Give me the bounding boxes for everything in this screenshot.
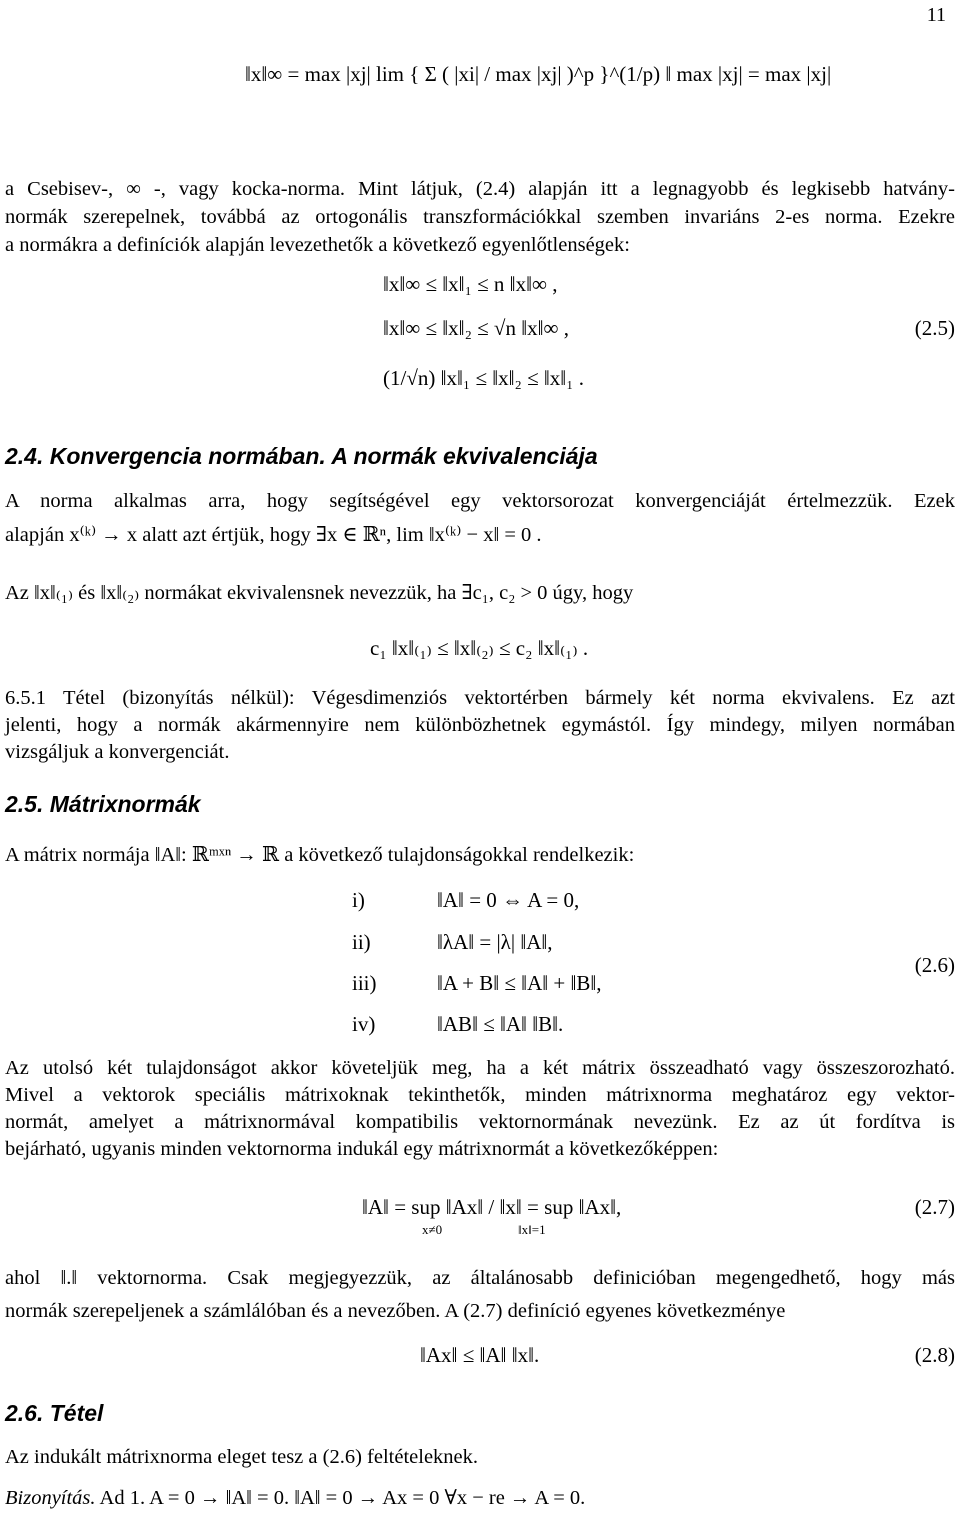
paragraph-line: alapján x⁽ᵏ⁾ → x alatt azt értjük, hogy ∃x ∈ ℝⁿ, lim ‖x⁽ᵏ⁾ − x‖ = 0 . [5, 524, 542, 546]
paragraph-line: normát, amelyet a mátrixnormával kompatibilis vektornormának nevezünk. Ez az út fordítva is [5, 1111, 955, 1133]
equation-number: (2.7) [914, 1195, 955, 1219]
proof-label: Bizonyítás. [5, 1487, 96, 1509]
property-formula: ‖λA‖ = |λ| ‖A‖, [437, 930, 553, 954]
paragraph-line: bejárható, ugyanis minden vektornorma indukál egy mátrixnormát a következőképpen: [5, 1138, 719, 1160]
paragraph-line: A norma alkalmas arra, hogy segítségével egy vektorsorozat konvergenciáját értelmezzük. Ezek [5, 490, 955, 512]
section-heading: 2.5. Mátrixnormák [5, 791, 201, 817]
induced-norm-equation: ‖A‖ = sup ‖Ax‖ / ‖x‖ = sup ‖Ax‖, [362, 1195, 622, 1219]
page-number: 11 [926, 4, 946, 26]
equation-number: (2.8) [914, 1343, 955, 1367]
paragraph-line: normák szerepelnek, továbbá az ortogonális transzformációkkal szemben invariáns 2-es norma. Ezekre [5, 206, 955, 228]
paragraph-line: a normákra a definíciók alapján levezethetők a következő egyenlőtlenségek: [5, 234, 630, 256]
chebyshev-norm-equation: ‖x‖∞ = max |xj| lim { Σ ( |xi| / max |xj| )^p }^(1/p) ‖ max |xj| = max |xj| [245, 62, 832, 86]
sup-subscript: x≠0 [422, 1222, 443, 1237]
paragraph-line: Mivel a vektorok speciális mátrixoknak tekinthetők, minden mátrixnorma meghatároz egy vektor- [5, 1084, 955, 1106]
paragraph-line: a Csebisev-, ∞ -, vagy kocka-norma. Mint látjuk, (2.4) alapján itt a legnagyobb és legkisebb hatvány- [5, 178, 955, 200]
sup-subscript: ‖x‖=1 [518, 1222, 546, 1237]
paragraph-line: normák szerepeljenek a számlálóban és a nevezőben. A (2.7) definíció egyenes következménye [5, 1300, 786, 1322]
section-heading: 2.4. Konvergencia normában. A normák ekvivalenciája [5, 443, 598, 469]
equivalence-inequality: c₁ ‖x‖₍₁₎ ≤ ‖x‖₍₂₎ ≤ c₂ ‖x‖₍₁₎ . [370, 636, 589, 660]
section-heading: 2.6. Tétel [5, 1400, 104, 1426]
theorem-line: vizsgáljuk a konvergenciát. [5, 741, 230, 763]
paragraph-line: Az ‖x‖₍₁₎ és ‖x‖₍₂₎ normákat ekvivalensnek nevezzük, ha ∃c₁, c₂ > 0 úgy, hogy [5, 582, 634, 604]
inequality-row: ‖x‖∞ ≤ ‖x‖₂ ≤ √n ‖x‖∞ , [383, 316, 569, 340]
property-formula: ‖A‖ = 0 ⇔ A = 0, [437, 888, 580, 912]
paragraph-line: Az utolsó két tulajdonságot akkor követeljük meg, ha a két mátrix összeadható vagy összeszorozható. [5, 1057, 955, 1079]
property-formula: ‖A + B‖ ≤ ‖A‖ + ‖B‖, [437, 971, 602, 995]
property-formula: ‖AB‖ ≤ ‖A‖ ‖B‖. [437, 1012, 564, 1036]
paragraph-line: Az indukált mátrixnorma eleget tesz a (2.6) feltételeknek. [5, 1446, 479, 1468]
proof-line [5, 1485, 955, 1512]
property-label: i) [352, 888, 365, 912]
equation-number: (2.6) [914, 953, 955, 977]
theorem-line: jelenti, hogy a normák akármennyire nem különbözhetnek egymástól. Így mindegy, milyen normában [5, 714, 955, 736]
theorem-line: 6.5.1 Tétel (bizonyítás nélkül): Végesdimenziós vektortérben bármely két norma ekvivalens. Ez azt [5, 687, 955, 709]
property-label: iii) [352, 971, 377, 995]
proof-text: Ad 1. A = 0 → ‖A‖ = 0. ‖A‖ = 0 → Ax = 0 ∀x − re → A = 0. [99, 1487, 586, 1509]
inequality-row: ‖x‖∞ ≤ ‖x‖₁ ≤ n ‖x‖∞ , [383, 272, 558, 296]
compatibility-inequality: ‖Ax‖ ≤ ‖A‖ ‖x‖. [420, 1343, 540, 1367]
paragraph-line: ahol ‖.‖ vektornorma. Csak megjegyezzük, az általánosabb definicióban megengedhető, hogy más [5, 1267, 955, 1289]
property-label: ii) [352, 930, 371, 954]
equation-number: (2.5) [914, 316, 955, 340]
inequality-row: (1/√n) ‖x‖₁ ≤ ‖x‖₂ ≤ ‖x‖₁ . [383, 366, 584, 390]
paragraph-line: A mátrix normája ‖A‖: ℝᵐˣⁿ → ℝ a következő tulajdonságokkal rendelkezik: [5, 844, 635, 866]
property-label: iv) [352, 1012, 376, 1036]
